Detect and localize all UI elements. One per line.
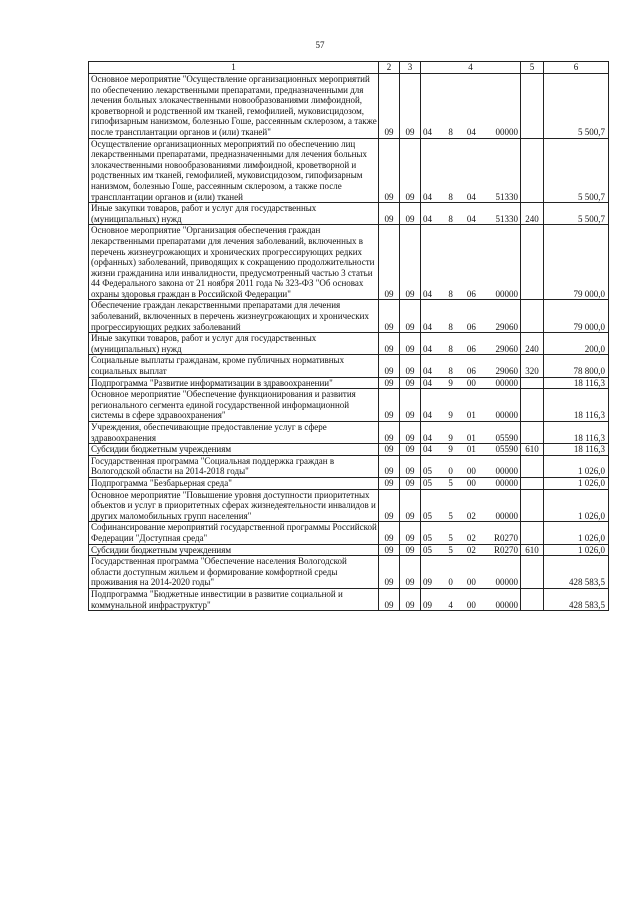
row-name: Иные закупки товаров, работ и услуг для государственных (муниципальных) нужд bbox=[89, 203, 379, 225]
subsection-code: 09 bbox=[400, 477, 421, 489]
section-code: 09 bbox=[379, 138, 400, 203]
target-article-part: 04 bbox=[423, 288, 432, 299]
table-row bbox=[89, 455, 609, 477]
target-article-part: 00000 bbox=[495, 288, 518, 299]
expense-type-code bbox=[521, 377, 544, 389]
target-article-part: 04 bbox=[423, 213, 432, 224]
row-name: Основное мероприятие "Организация обеспечения граждан лекарственными препаратами для лечения заболеваний, включенных в перечень жизнеугрожающих и хронических прогрессирующих редких (орфанных) заболеваний, приводящих к сокращению продолжительности жизни гражданина или инвалидности, предусмотренный частью 3 статьи 44 Федерального закона от 21 ноября 2011 года № 323-ФЗ "Об основах охраны здоровья граждан в Российской Федерации" bbox=[89, 225, 379, 300]
target-article-part: 29060 bbox=[495, 343, 518, 354]
section-code: 09 bbox=[379, 300, 400, 333]
target-article-part: 00000 bbox=[495, 377, 518, 388]
table-row bbox=[89, 522, 609, 544]
target-article-part: 04 bbox=[423, 377, 432, 388]
subsection-code: 09 bbox=[400, 556, 421, 589]
target-article-code bbox=[421, 203, 521, 225]
expense-type-code bbox=[521, 138, 544, 203]
target-article-code bbox=[421, 489, 521, 522]
target-article-part: 8 bbox=[448, 321, 453, 332]
row-name: Иные закупки товаров, работ и услуг для государственных (муниципальных) нужд bbox=[89, 333, 379, 355]
table-row bbox=[89, 477, 609, 489]
amount: 5 500,7 bbox=[544, 74, 609, 139]
target-article-part: 00 bbox=[466, 477, 476, 488]
target-article-code bbox=[421, 300, 521, 333]
subsection-code: 09 bbox=[400, 444, 421, 456]
target-article-code bbox=[421, 333, 521, 355]
target-article-code bbox=[421, 74, 521, 139]
subsection-code: 09 bbox=[400, 588, 421, 610]
target-article-part: 05 bbox=[423, 466, 432, 477]
table-row bbox=[89, 203, 609, 225]
target-article-code bbox=[421, 138, 521, 203]
target-article-code bbox=[421, 455, 521, 477]
target-article-part: 9 bbox=[448, 444, 453, 455]
target-article-part: 8 bbox=[448, 366, 453, 377]
target-article-code bbox=[421, 377, 521, 389]
expense-type-code bbox=[521, 588, 544, 610]
target-article-part: 4 bbox=[448, 599, 453, 610]
subsection-code: 09 bbox=[400, 455, 421, 477]
section-code: 09 bbox=[379, 455, 400, 477]
subsection-code: 09 bbox=[400, 489, 421, 522]
target-article-part: 51330 bbox=[495, 213, 518, 224]
subsection-code: 09 bbox=[400, 138, 421, 203]
target-article-part: 05 bbox=[423, 544, 432, 555]
section-code: 09 bbox=[379, 544, 400, 556]
section-code: 09 bbox=[379, 377, 400, 389]
target-article-part: 04 bbox=[423, 126, 432, 137]
target-article-part: 04 bbox=[466, 191, 476, 202]
table-body bbox=[89, 74, 609, 611]
target-article-part: 02 bbox=[466, 544, 476, 555]
target-article-code bbox=[421, 522, 521, 544]
table-row bbox=[89, 355, 609, 377]
expense-type-code bbox=[521, 455, 544, 477]
target-article-part: 05 bbox=[423, 510, 432, 521]
target-article-part: 00000 bbox=[495, 577, 518, 588]
target-article-code bbox=[421, 544, 521, 556]
target-article-part: 29060 bbox=[495, 366, 518, 377]
section-code: 09 bbox=[379, 389, 400, 422]
row-name: Основное мероприятие "Обеспечение функционирования и развития регионального сегмента единой государственной информационной системы в сфере здравоохранения" bbox=[89, 389, 379, 422]
target-article-part: 05 bbox=[423, 477, 432, 488]
target-article-part: 06 bbox=[466, 288, 476, 299]
target-article-code bbox=[421, 477, 521, 489]
expense-type-code bbox=[521, 522, 544, 544]
section-code: 09 bbox=[379, 422, 400, 444]
expense-type-code: 240 bbox=[521, 333, 544, 355]
target-article-part: 01 bbox=[466, 432, 476, 443]
header-cell-2: 2 bbox=[379, 62, 400, 74]
header-cell-5: 5 bbox=[521, 62, 544, 74]
target-article-code bbox=[421, 355, 521, 377]
header-cell-4: 4 bbox=[421, 62, 521, 74]
target-article-part: 0 bbox=[448, 466, 453, 477]
section-code: 09 bbox=[379, 203, 400, 225]
amount: 78 800,0 bbox=[544, 355, 609, 377]
budget-table bbox=[88, 61, 609, 611]
row-name: Обеспечение граждан лекарственными препаратами для лечения заболеваний, включенных в перечень жизнеугрожающих и хронических прогрессирующих редких заболеваний bbox=[89, 300, 379, 333]
target-article-part: R0270 bbox=[493, 532, 518, 543]
amount: 18 116,3 bbox=[544, 422, 609, 444]
expense-type-code bbox=[521, 300, 544, 333]
section-code: 09 bbox=[379, 333, 400, 355]
target-article-part: 8 bbox=[448, 343, 453, 354]
subsection-code: 09 bbox=[400, 203, 421, 225]
amount: 1 026,0 bbox=[544, 544, 609, 556]
amount: 428 583,5 bbox=[544, 556, 609, 589]
section-code: 09 bbox=[379, 588, 400, 610]
subsection-code: 09 bbox=[400, 225, 421, 300]
row-name: Осуществление организационных мероприятий по обеспечению лиц лекарственными препаратами, предназначенными для лечения больных злокачественными новообразованиями лимфоидной, кроветворной и родственных им тканей, гемофилией, муковисцидозом, гипофизарным нанизмом, болезнью Гоше, рассеянным склерозом, а также после трансплантации органов и (или) тканей bbox=[89, 138, 379, 203]
target-article-part: 5 bbox=[448, 532, 453, 543]
section-code: 09 bbox=[379, 477, 400, 489]
target-article-part: 04 bbox=[423, 321, 432, 332]
row-name: Государственная программа "Обеспечение населения Вологодской области доступным жильем и формирование комфортной среды проживания на 2014-2020 годы" bbox=[89, 556, 379, 589]
expense-type-code: 320 bbox=[521, 355, 544, 377]
table-row bbox=[89, 588, 609, 610]
table-row bbox=[89, 74, 609, 139]
target-article-part: 04 bbox=[423, 410, 432, 421]
amount: 1 026,0 bbox=[544, 455, 609, 477]
target-article-part: 00000 bbox=[495, 126, 518, 137]
target-article-part: 9 bbox=[448, 377, 453, 388]
target-article-code bbox=[421, 389, 521, 422]
target-article-part: 06 bbox=[466, 321, 476, 332]
table-row bbox=[89, 489, 609, 522]
table-row bbox=[89, 138, 609, 203]
target-article-part: 8 bbox=[448, 288, 453, 299]
section-code: 09 bbox=[379, 225, 400, 300]
row-name: Субсидии бюджетным учреждениям bbox=[89, 444, 379, 456]
expense-type-code bbox=[521, 422, 544, 444]
target-article-part: R0270 bbox=[493, 544, 518, 555]
target-article-part: 5 bbox=[448, 510, 453, 521]
header-cell-1: 1 bbox=[89, 62, 379, 74]
subsection-code: 09 bbox=[400, 355, 421, 377]
row-name: Государственная программа "Социальная поддержка граждан в Вологодской области на 2014-2018 годы" bbox=[89, 455, 379, 477]
row-name: Подпрограмма "Безбарьерная среда" bbox=[89, 477, 379, 489]
table-row bbox=[89, 422, 609, 444]
row-name: Подпрограмма "Развитие информатизации в здравоохранении" bbox=[89, 377, 379, 389]
target-article-part: 0 bbox=[448, 577, 453, 588]
header-row bbox=[89, 62, 609, 74]
row-name: Подпрограмма "Бюджетные инвестиции в развитие социальной и коммунальной инфраструктур" bbox=[89, 588, 379, 610]
subsection-code: 09 bbox=[400, 544, 421, 556]
expense-type-code: 610 bbox=[521, 544, 544, 556]
table-row bbox=[89, 300, 609, 333]
target-article-part: 00 bbox=[466, 599, 476, 610]
target-article-part: 02 bbox=[466, 510, 476, 521]
target-article-part: 04 bbox=[466, 126, 476, 137]
target-article-part: 00000 bbox=[495, 466, 518, 477]
row-name: Учреждения, обеспечивающие предоставление услуг в сфере здравоохранения bbox=[89, 422, 379, 444]
amount: 18 116,3 bbox=[544, 389, 609, 422]
target-article-part: 00000 bbox=[495, 599, 518, 610]
target-article-part: 02 bbox=[466, 532, 476, 543]
amount: 18 116,3 bbox=[544, 444, 609, 456]
target-article-part: 04 bbox=[423, 366, 432, 377]
subsection-code: 09 bbox=[400, 522, 421, 544]
amount: 200,0 bbox=[544, 333, 609, 355]
target-article-part: 05590 bbox=[495, 444, 518, 455]
subsection-code: 09 bbox=[400, 389, 421, 422]
target-article-part: 00000 bbox=[495, 477, 518, 488]
header-cell-3: 3 bbox=[400, 62, 421, 74]
subsection-code: 09 bbox=[400, 300, 421, 333]
target-article-part: 00 bbox=[466, 577, 476, 588]
expense-type-code bbox=[521, 556, 544, 589]
subsection-code: 09 bbox=[400, 377, 421, 389]
page-number: 57 bbox=[315, 40, 325, 50]
target-article-part: 05 bbox=[423, 532, 432, 543]
target-article-part: 06 bbox=[466, 343, 476, 354]
target-article-part: 00000 bbox=[495, 510, 518, 521]
target-article-part: 8 bbox=[448, 191, 453, 202]
row-name: Основное мероприятие "Повышение уровня доступности приоритетных объектов и услуг в приоритетных сферах жизнедеятельности инвалидов и других маломобильных групп населения" bbox=[89, 489, 379, 522]
table-row bbox=[89, 544, 609, 556]
target-article-code bbox=[421, 225, 521, 300]
expense-type-code bbox=[521, 477, 544, 489]
target-article-part: 00 bbox=[466, 377, 476, 388]
target-article-part: 5 bbox=[448, 477, 453, 488]
table-row bbox=[89, 377, 609, 389]
header-cell-6: 6 bbox=[544, 62, 609, 74]
subsection-code: 09 bbox=[400, 422, 421, 444]
table-row bbox=[89, 556, 609, 589]
target-article-part: 01 bbox=[466, 444, 476, 455]
target-article-part: 8 bbox=[448, 213, 453, 224]
expense-type-code bbox=[521, 225, 544, 300]
target-article-part: 04 bbox=[466, 213, 476, 224]
amount: 79 000,0 bbox=[544, 300, 609, 333]
expense-type-code bbox=[521, 489, 544, 522]
amount: 79 000,0 bbox=[544, 225, 609, 300]
section-code: 09 bbox=[379, 522, 400, 544]
target-article-part: 04 bbox=[423, 444, 432, 455]
section-code: 09 bbox=[379, 74, 400, 139]
expense-type-code bbox=[521, 74, 544, 139]
target-article-part: 9 bbox=[448, 432, 453, 443]
subsection-code: 09 bbox=[400, 74, 421, 139]
subsection-code: 09 bbox=[400, 333, 421, 355]
target-article-code bbox=[421, 422, 521, 444]
target-article-part: 04 bbox=[423, 191, 432, 202]
target-article-part: 01 bbox=[466, 410, 476, 421]
row-name: Софинансирование мероприятий государственной программы Российской Федерации "Доступная среда" bbox=[89, 522, 379, 544]
amount: 1 026,0 bbox=[544, 522, 609, 544]
target-article-part: 05590 bbox=[495, 432, 518, 443]
amount: 1 026,0 bbox=[544, 477, 609, 489]
row-name: Субсидии бюджетным учреждениям bbox=[89, 544, 379, 556]
row-name: Социальные выплаты гражданам, кроме публичных нормативных социальных выплат bbox=[89, 355, 379, 377]
amount: 5 500,7 bbox=[544, 138, 609, 203]
target-article-code bbox=[421, 444, 521, 456]
table-row bbox=[89, 389, 609, 422]
target-article-part: 9 bbox=[448, 410, 453, 421]
target-article-part: 5 bbox=[448, 544, 453, 555]
section-code: 09 bbox=[379, 355, 400, 377]
target-article-code bbox=[421, 556, 521, 589]
target-article-part: 09 bbox=[423, 577, 432, 588]
section-code: 09 bbox=[379, 444, 400, 456]
target-article-part: 09 bbox=[423, 599, 432, 610]
target-article-part: 51330 bbox=[495, 191, 518, 202]
amount: 428 583,5 bbox=[544, 588, 609, 610]
expense-type-code: 240 bbox=[521, 203, 544, 225]
target-article-part: 04 bbox=[423, 432, 432, 443]
amount: 5 500,7 bbox=[544, 203, 609, 225]
target-article-part: 29060 bbox=[495, 321, 518, 332]
amount: 1 026,0 bbox=[544, 489, 609, 522]
expense-type-code: 610 bbox=[521, 444, 544, 456]
section-code: 09 bbox=[379, 489, 400, 522]
target-article-code bbox=[421, 588, 521, 610]
target-article-part: 8 bbox=[448, 126, 453, 137]
row-name: Основное мероприятие "Осуществление организационных мероприятий по обеспечению лекарственными препаратами, предназначенными для лечения больных злокачественными новообразованиями лимфоидной, кроветворной и родственной им тканей, гемофилией, муковисцидозом, гипофизарным нанизмом, болезнью Гоше, рассеянным склерозом, а также после трансплантации органов и (или) тканей" bbox=[89, 74, 379, 139]
section-code: 09 bbox=[379, 556, 400, 589]
target-article-part: 00 bbox=[466, 466, 476, 477]
target-article-part: 06 bbox=[466, 366, 476, 377]
table-row bbox=[89, 444, 609, 456]
target-article-part: 00000 bbox=[495, 410, 518, 421]
table-row bbox=[89, 225, 609, 300]
table-row bbox=[89, 333, 609, 355]
target-article-part: 04 bbox=[423, 343, 432, 354]
expense-type-code bbox=[521, 389, 544, 422]
amount: 18 116,3 bbox=[544, 377, 609, 389]
